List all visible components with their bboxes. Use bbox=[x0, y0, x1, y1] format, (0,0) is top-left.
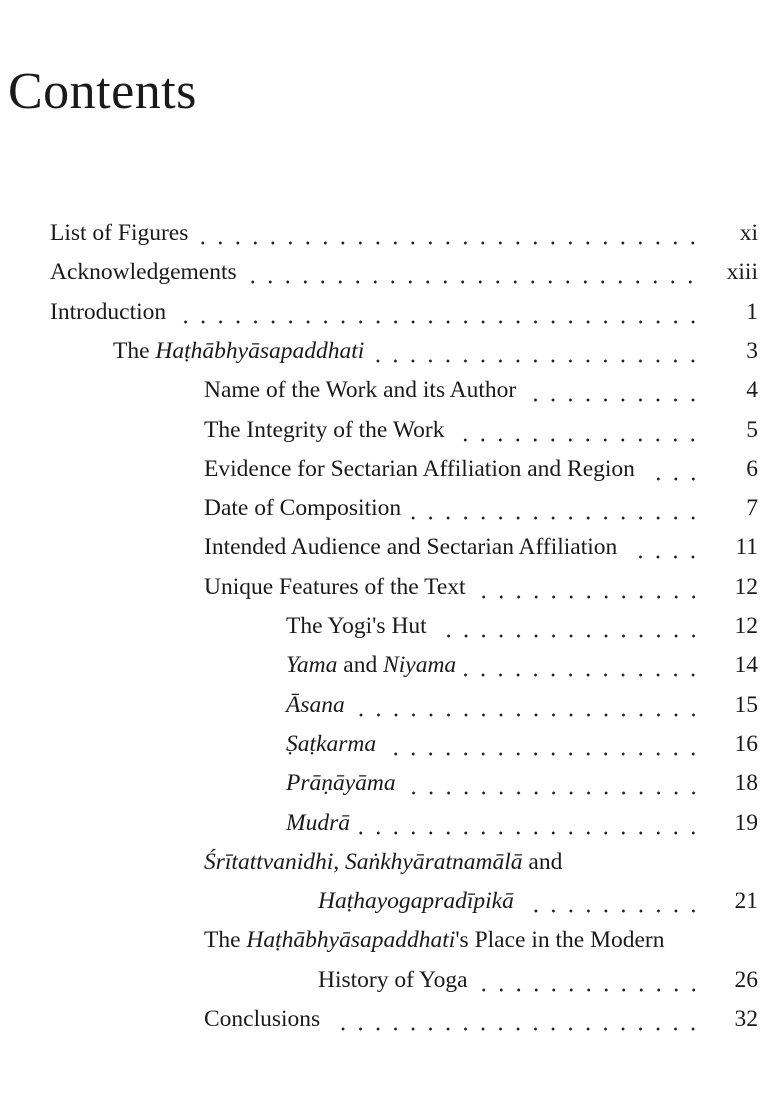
toc-entry[interactable] bbox=[204, 495, 758, 529]
toc-title-part: Haṭhābhyāsapaddhati bbox=[246, 927, 456, 954]
toc-entry-title bbox=[318, 888, 514, 915]
page-number: 18 bbox=[734, 770, 758, 797]
toc-title-part: Date of Composition bbox=[204, 495, 402, 522]
page-number: 14 bbox=[734, 652, 758, 679]
dot-leader bbox=[245, 280, 699, 284]
toc-entry-title bbox=[286, 692, 345, 719]
toc-entry[interactable] bbox=[50, 259, 758, 293]
toc-entry-title bbox=[50, 259, 237, 286]
page-number: 19 bbox=[734, 809, 758, 836]
toc-entry[interactable] bbox=[204, 534, 758, 568]
page-number: 3 bbox=[746, 337, 758, 364]
page-number: 32 bbox=[734, 1006, 758, 1032]
page-number: 1 bbox=[746, 298, 758, 325]
toc-entry[interactable] bbox=[286, 731, 758, 765]
toc-entry[interactable] bbox=[318, 967, 758, 1001]
page-number: 15 bbox=[734, 691, 758, 718]
toc-title-part: The Integrity of the Work bbox=[204, 416, 445, 443]
page-number: 5 bbox=[746, 416, 758, 443]
toc-entry-title bbox=[286, 731, 376, 758]
toc-title-part: Yama bbox=[286, 652, 338, 679]
toc-entry[interactable] bbox=[204, 417, 758, 451]
toc-title-part: Evidence for Sectarian Affiliation and Region bbox=[204, 455, 635, 482]
toc-entry-title bbox=[286, 770, 396, 797]
toc-title-part: Mudrā bbox=[286, 809, 350, 836]
toc-title-part: The Yogi's Hut bbox=[286, 613, 427, 639]
toc-entry bbox=[204, 927, 758, 961]
page-number: 26 bbox=[734, 966, 758, 993]
toc-entry[interactable] bbox=[286, 770, 758, 804]
toc-entry-title bbox=[113, 338, 364, 365]
toc-title-part: Name of the Work and its Author bbox=[204, 377, 517, 404]
toc-entry[interactable] bbox=[204, 1006, 758, 1040]
toc-entry[interactable] bbox=[113, 338, 758, 372]
toc-entry-title bbox=[204, 377, 516, 404]
dot-leader bbox=[474, 595, 702, 599]
toc-entry-title bbox=[204, 574, 466, 601]
toc-entry[interactable] bbox=[286, 613, 758, 647]
toc-entry[interactable] bbox=[286, 810, 758, 844]
toc-entry-title bbox=[318, 967, 468, 994]
dot-leader bbox=[476, 988, 702, 992]
dot-leader bbox=[409, 516, 702, 520]
toc-entry[interactable] bbox=[286, 652, 758, 686]
toc-entry-title bbox=[204, 456, 635, 483]
toc-entry[interactable] bbox=[204, 456, 758, 490]
page-number: 21 bbox=[734, 888, 758, 915]
dot-leader bbox=[372, 359, 702, 363]
toc-entry[interactable] bbox=[318, 888, 758, 922]
toc-entry bbox=[204, 849, 758, 883]
toc-title-part: List of Figures bbox=[50, 220, 189, 246]
toc-entry-title bbox=[286, 613, 427, 640]
toc-title-part: The bbox=[113, 337, 156, 364]
toc-title-part: The bbox=[204, 927, 247, 954]
toc-entry[interactable] bbox=[286, 692, 758, 726]
dot-leader bbox=[353, 713, 702, 717]
dot-leader bbox=[328, 1027, 702, 1031]
toc-entry[interactable] bbox=[204, 574, 758, 608]
toc-entry[interactable] bbox=[204, 377, 758, 411]
toc-title-part: Conclusions bbox=[204, 1006, 321, 1032]
toc-title-part: and bbox=[337, 652, 384, 679]
toc-entry-title bbox=[204, 849, 562, 876]
toc-entry-title bbox=[50, 299, 166, 326]
dot-leader bbox=[464, 673, 702, 677]
page-number: 4 bbox=[746, 377, 758, 404]
toc-entry-title bbox=[286, 810, 350, 837]
page-number: 11 bbox=[735, 534, 758, 561]
page-number: 7 bbox=[746, 495, 758, 522]
toc-entry-title bbox=[204, 417, 444, 444]
dot-leader bbox=[625, 555, 702, 559]
page-number: xiii bbox=[726, 259, 758, 286]
toc-entry[interactable] bbox=[50, 220, 758, 254]
toc-title-part: Introduction bbox=[50, 298, 167, 325]
page-number: 16 bbox=[734, 730, 758, 757]
toc-entry-title bbox=[286, 652, 456, 679]
dot-leader bbox=[404, 791, 702, 795]
dot-leader bbox=[435, 634, 702, 638]
toc-entry-title bbox=[204, 1006, 320, 1033]
toc-title-part: Niyama bbox=[383, 652, 457, 679]
page-number: 12 bbox=[734, 613, 758, 639]
dot-leader bbox=[522, 909, 702, 913]
page-number: 12 bbox=[734, 573, 758, 600]
dot-leader bbox=[384, 752, 702, 756]
toc-entry-title bbox=[50, 220, 188, 247]
toc-title-part: Acknowledgements bbox=[50, 259, 237, 286]
toc-title-part: Unique Features of the Text bbox=[204, 573, 466, 600]
dot-leader bbox=[174, 320, 702, 324]
toc-title-part: Ṣaṭkarma bbox=[286, 730, 377, 757]
dot-leader bbox=[524, 398, 702, 402]
toc-title-part: Haṭhayogapradīpikā bbox=[318, 888, 514, 915]
toc-title-part: Prāṇāyāma bbox=[286, 770, 396, 797]
dot-leader bbox=[358, 831, 702, 835]
toc-entry[interactable] bbox=[50, 299, 758, 333]
toc-title-part: Śrītattvanidhi, Saṅkhyāratnamālā bbox=[204, 848, 523, 875]
dot-leader bbox=[452, 438, 702, 442]
page-title: Contents bbox=[8, 63, 197, 120]
toc-title-part: and bbox=[522, 848, 563, 875]
toc-title-part: 's Place in the Modern bbox=[455, 927, 665, 954]
toc-title-part: History of Yoga bbox=[318, 966, 468, 993]
page-number: 6 bbox=[746, 455, 758, 482]
dot-leader bbox=[643, 477, 702, 481]
toc-entry-title bbox=[204, 495, 401, 522]
toc-entry-title bbox=[204, 927, 664, 954]
toc-title-part: Āsana bbox=[286, 691, 345, 718]
toc-title-part: Intended Audience and Sectarian Affiliation bbox=[204, 534, 618, 561]
toc-title-part: Haṭhābhyāsapaddhati bbox=[155, 337, 365, 364]
dot-leader bbox=[196, 241, 702, 245]
page-number: xi bbox=[739, 220, 758, 246]
toc-entry-title bbox=[204, 534, 617, 561]
